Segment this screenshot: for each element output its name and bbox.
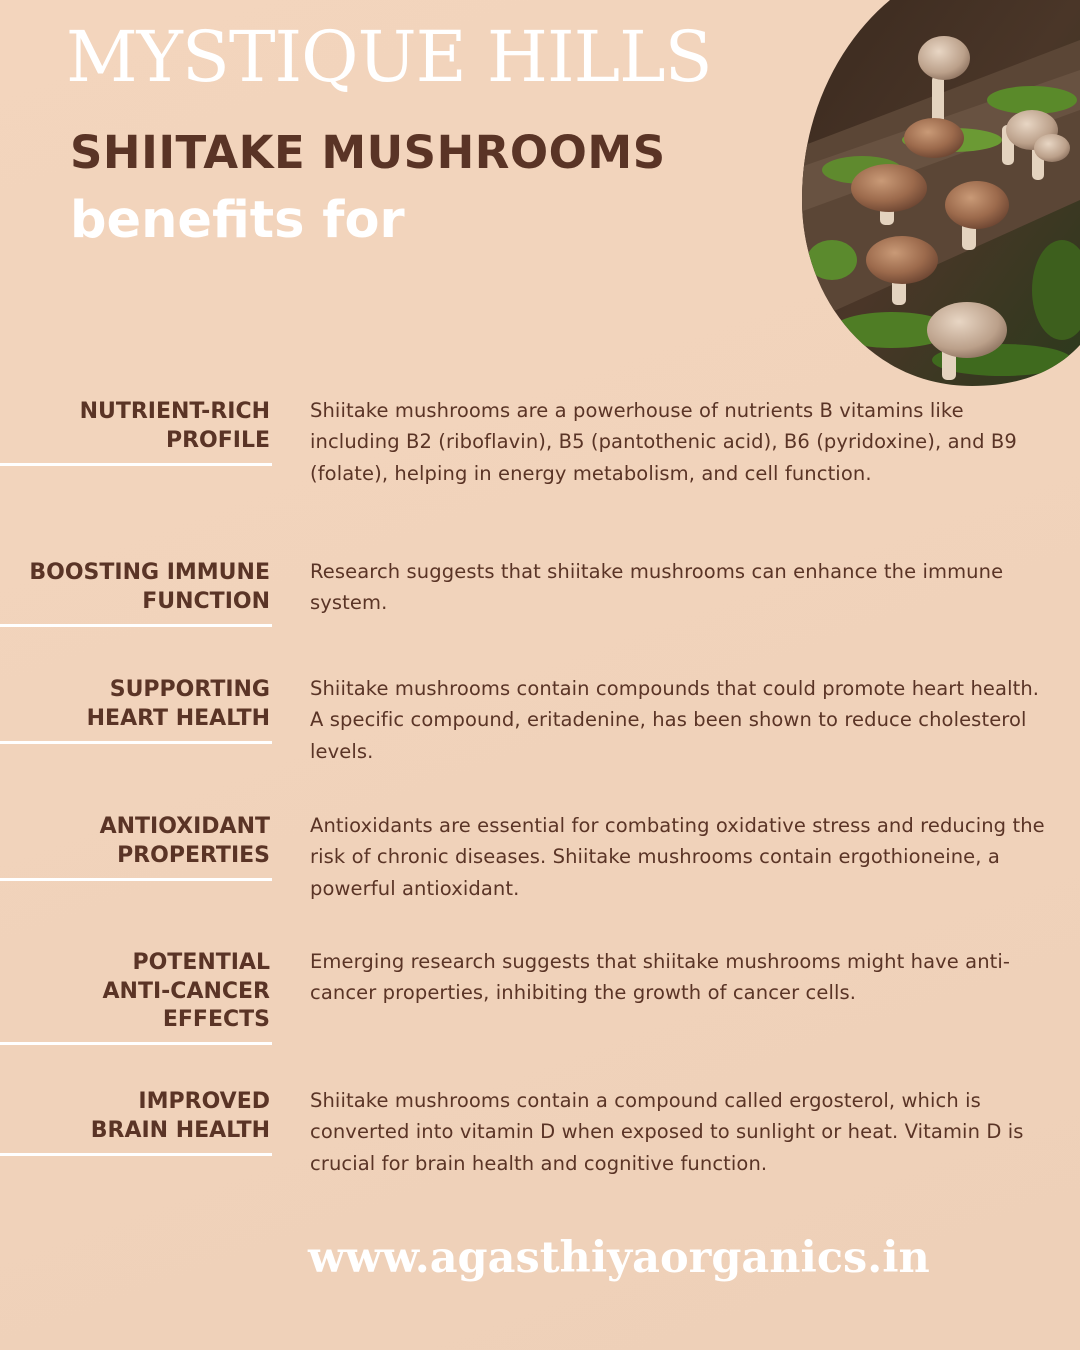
divider	[0, 878, 272, 881]
benefit-title-line: ANTI-CANCER	[102, 978, 270, 1004]
benefit-title-line: HEART HEALTH	[86, 705, 270, 731]
benefit-description: Shiitake mushrooms contain a compound called ergosterol, which is converted into vitamin D when exposed to sunlight or heat. Vitamin D is crucial for brain health and cognitive function.	[310, 1089, 1024, 1175]
mushroom-illustration	[802, 0, 1080, 386]
benefit-title-line: BRAIN HEALTH	[90, 1117, 270, 1143]
benefit-title-line: POTENTIAL	[132, 950, 270, 975]
mushroom-photo	[802, 0, 1080, 386]
divider	[0, 1153, 272, 1156]
benefit-title	[0, 398, 270, 455]
benefit-title	[0, 676, 270, 733]
divider	[0, 741, 272, 744]
benefit-description: Antioxidants are essential for combating oxidative stress and reducing the risk of chronic diseases. Shiitake mushrooms contain ergothioneine, a powerful antioxidant.	[310, 814, 1045, 900]
divider	[0, 463, 272, 466]
benefit-title	[0, 1088, 270, 1145]
benefit-title-line: ANTIOXIDANT	[99, 814, 270, 839]
divider	[0, 624, 272, 627]
benefit-title-line: FUNCTION	[142, 588, 270, 614]
benefit-description: Research suggests that shiitake mushrooms can enhance the immune system.	[310, 560, 1004, 615]
benefit-title-line: EFFECTS	[162, 1007, 270, 1032]
divider	[0, 1042, 272, 1045]
benefit-title	[0, 813, 270, 870]
benefit-title	[0, 559, 270, 616]
benefit-title-line: PROFILE	[165, 427, 270, 453]
benefit-title-line: IMPROVED	[138, 1089, 270, 1114]
benefit-description: Emerging research suggests that shiitake mushrooms might have anti-cancer properties, inhibiting the growth of cancer cells.	[310, 950, 1011, 1005]
benefit-title-line: BOOSTING IMMUNE	[29, 560, 270, 585]
benefit-description: Shiitake mushrooms are a powerhouse of nutrients B vitamins like including B2 (riboflavin), B5 (pantothenic acid), B6 (pyridoxine), and B9 (folate), helping in energy metabolism, and cell function.	[310, 399, 1017, 485]
page-subtitle: benefits for	[70, 191, 405, 250]
page-title: SHIITAKE MUSHROOMS	[70, 126, 666, 179]
benefit-title	[0, 949, 270, 1035]
brand-name: MYSTIQUE HILLS	[66, 16, 712, 98]
benefit-title-line: PROPERTIES	[117, 842, 270, 868]
benefit-description: Shiitake mushrooms contain compounds that could promote heart health. A specific compound, eritadenine, has been shown to reduce cholesterol levels.	[310, 677, 1040, 763]
website-link[interactable]: www.agasthiyaorganics.in	[308, 1233, 930, 1283]
benefit-title-line: NUTRIENT-RICH	[79, 399, 270, 424]
benefit-title-line: SUPPORTING	[109, 677, 270, 702]
